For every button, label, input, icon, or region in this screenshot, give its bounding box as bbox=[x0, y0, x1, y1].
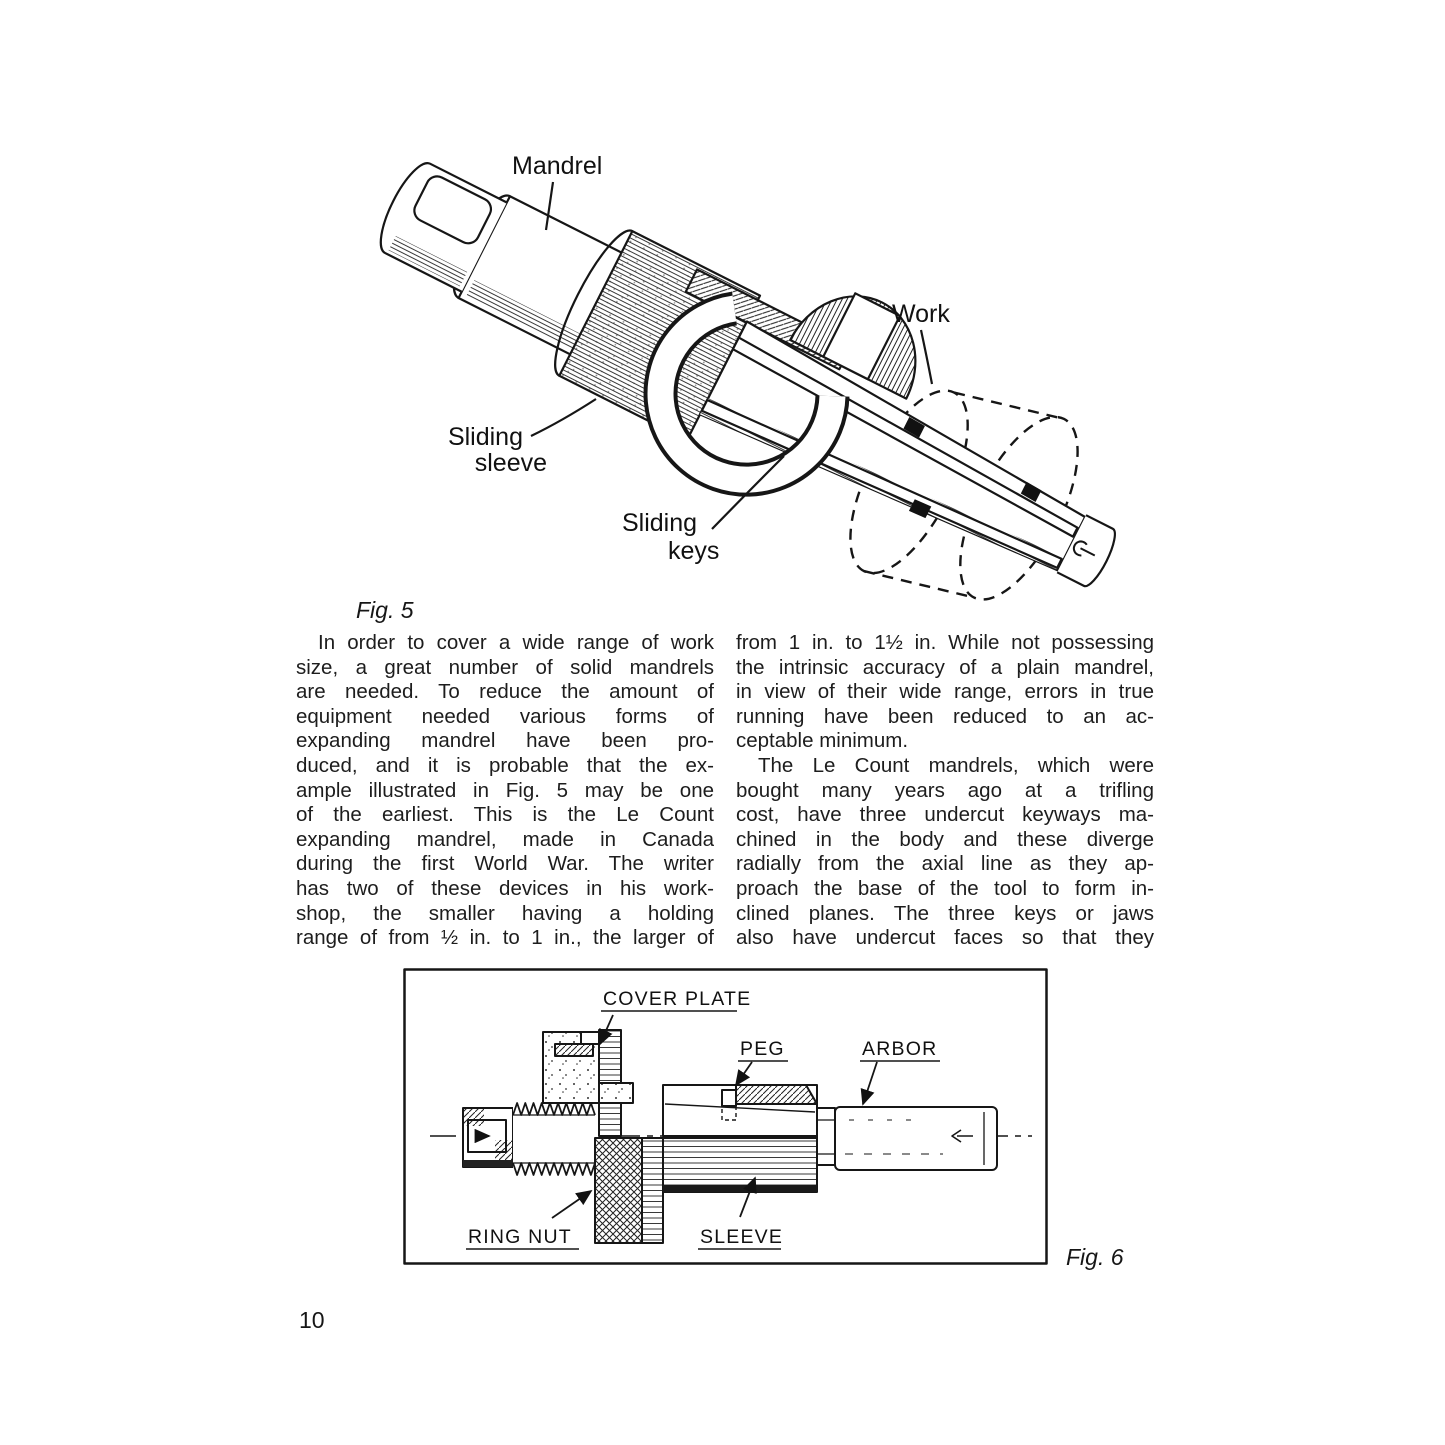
text-line: radially from the axial line as they ap- bbox=[736, 852, 1154, 876]
text-line: in view of their wide range, errors in true bbox=[736, 680, 1154, 704]
text-line: clined planes. The three keys or jaws bbox=[736, 901, 1154, 925]
text-line: The Le Count mandrels, which were bbox=[758, 753, 1154, 777]
fig5-label-mandrel: Mandrel bbox=[512, 152, 603, 180]
text-line: expanding mandrel have been pro- bbox=[296, 729, 714, 753]
fig5-label-sliding-keys-1: Sliding bbox=[622, 509, 698, 537]
peg-part bbox=[722, 1090, 736, 1106]
arbor-part bbox=[835, 1107, 997, 1170]
text-line: shop, the smaller having a holding bbox=[296, 901, 714, 925]
fig6-caption: Fig. 6 bbox=[1066, 1244, 1124, 1270]
mandrel-assembly-drawing bbox=[340, 130, 1140, 630]
text-line: In order to cover a wide range of work bbox=[318, 631, 714, 654]
text-line: of the earliest. This is the Le Count bbox=[296, 803, 714, 827]
fig5-illustration bbox=[280, 130, 1140, 630]
text-line: proach the base of the tool to form in- bbox=[736, 876, 1154, 900]
text-line: bought many years ago at a trifling bbox=[736, 778, 1154, 802]
text-line: size, a great number of solid mandrels bbox=[296, 655, 714, 679]
text-line: expanding mandrel, made in Canada bbox=[296, 827, 714, 851]
left-column bbox=[296, 631, 714, 951]
fig5-label-sliding-sleeve-2: sleeve bbox=[474, 449, 547, 477]
sliding-sleeve-leader-line bbox=[531, 399, 596, 436]
body-section bbox=[663, 1085, 817, 1136]
neck-step bbox=[817, 1108, 835, 1165]
screw-end bbox=[463, 1108, 513, 1167]
fig5-label-sliding-sleeve-1: Sliding bbox=[447, 423, 523, 451]
fig6-illustration bbox=[403, 968, 1048, 1266]
text-line: from 1 in. to 1½ in. While not possessing bbox=[736, 631, 1154, 654]
text-line: ceptable minimum. bbox=[736, 729, 909, 753]
text-line: the intrinsic accuracy of a plain mandrel, bbox=[736, 655, 1154, 679]
text-line: ample illustrated in Fig. 5 may be one bbox=[296, 778, 714, 802]
fig6-label-sleeve: SLEEVE bbox=[700, 1226, 784, 1248]
right-column bbox=[736, 631, 1154, 951]
text-line: are needed. To reduce the amount of bbox=[296, 680, 714, 704]
text-line: chined in the body and these diverge bbox=[736, 827, 1154, 851]
text-line: range of from ½ in. to 1 in., the larger of bbox=[296, 926, 714, 950]
text-line: during the first World War. The writer bbox=[296, 852, 714, 876]
text-line: duced, and it is probable that the ex- bbox=[296, 753, 714, 777]
flange-edge bbox=[642, 1138, 663, 1243]
fig6-label-arbor: ARBOR bbox=[862, 1038, 938, 1060]
work-leader-line bbox=[921, 330, 932, 384]
ring-nut-part bbox=[595, 1138, 642, 1243]
fig5-label-sliding-keys-2: keys bbox=[668, 537, 720, 565]
ring-nut-arrow bbox=[552, 1191, 591, 1218]
text-line: running have been reduced to an ac- bbox=[736, 704, 1154, 728]
text-line: cost, have three undercut keyways ma- bbox=[736, 803, 1154, 827]
text-line: has two of these devices in his work- bbox=[296, 876, 714, 900]
sleeve-part bbox=[663, 1138, 817, 1192]
arbor-arrow bbox=[863, 1062, 877, 1104]
fig6-label-ring-nut: RING NUT bbox=[468, 1226, 572, 1248]
fig6-label-cover-plate: COVER PLATE bbox=[603, 988, 752, 1010]
fig5-caption: Fig. 5 bbox=[356, 597, 414, 623]
page-number: 10 bbox=[299, 1307, 325, 1333]
threaded-section bbox=[513, 1103, 595, 1175]
text-line: also have undercut faces so that they bbox=[736, 926, 1154, 950]
fig6-label-peg: PEG bbox=[740, 1038, 785, 1060]
text-line: equipment needed various forms of bbox=[296, 704, 714, 728]
fig5-label-work: Work bbox=[892, 300, 950, 328]
peg-arrow bbox=[736, 1062, 752, 1085]
